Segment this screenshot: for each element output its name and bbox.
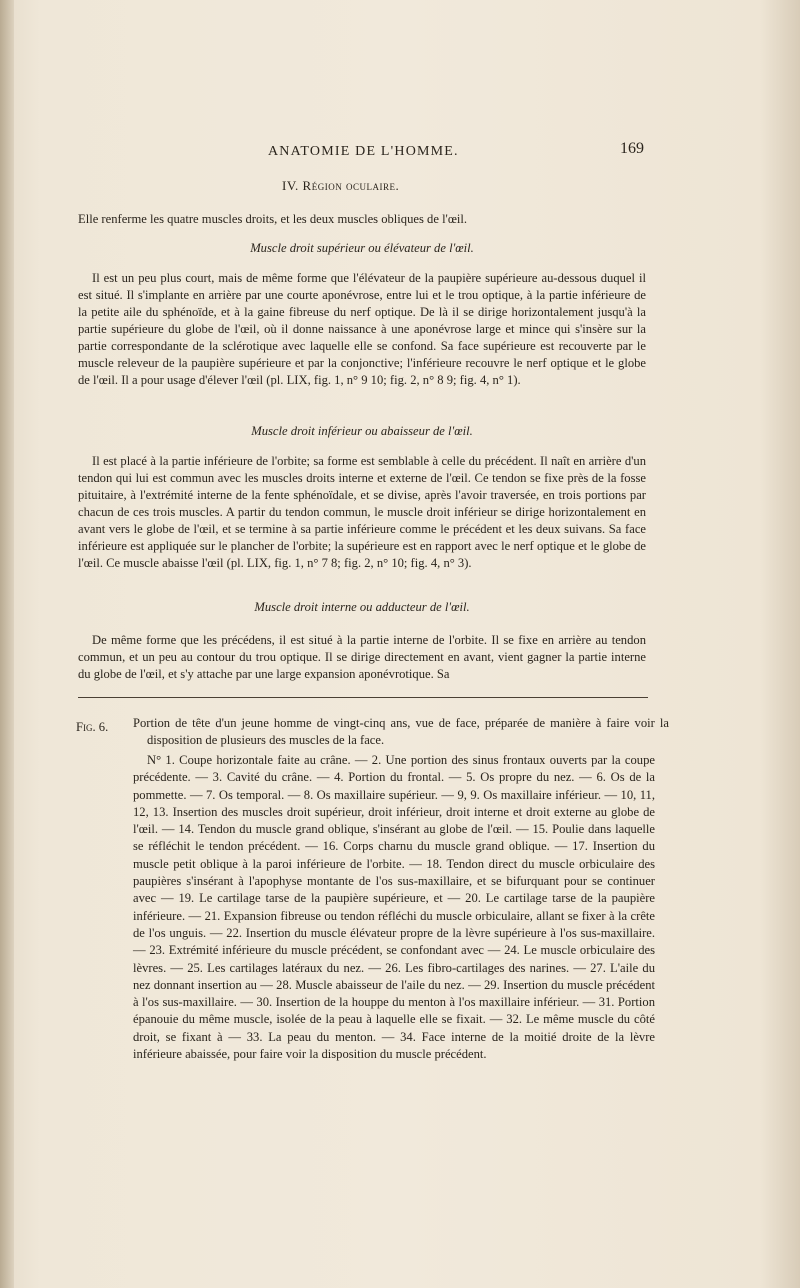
page-number: 169 [620, 140, 644, 157]
page-gutter [0, 0, 14, 1288]
section-name: Région oculaire. [302, 178, 400, 193]
figure-label: Fig. 6. [76, 720, 109, 734]
subsection-heading-droit-superieur: Muscle droit supérieur ou élévateur de l'œil. [250, 241, 474, 255]
intro-paragraph: Elle renferme les quatre muscles droits, et les deux muscles obliques de l'œil. [78, 212, 468, 226]
footnote-divider [78, 697, 648, 698]
subsection-heading-droit-inferieur: Muscle droit inférieur ou abaisseur de l'œil. [251, 424, 473, 438]
running-head: ANATOMIE DE L'HOMME. [268, 144, 459, 159]
paragraph-droit-superieur: Il est un peu plus court, mais de même forme que l'élévateur de la paupière supérieure au-dessous duquel il est situé. Il s'implante en arrière par une courte aponévrose, entre lui et le trou optique, à la partie inférieure de la petite aile du sphénoïde, et à la gaine fibreuse du nerf optique. De là il se dirige horizontalement jusqu'à la partie supérieure du globe de l'œil, où il donne naissance à une aponévrose large et mince qui s'insère sur la partie correspondante de la sclérotique avec laquelle elle se confond. Sa face supérieure est recouverte par le muscle releveur de la paupière supérieure et par la conjonctive; l'inférieure recouvre le nerf optique et le globe de l'œil. Il a pour usage d'élever l'œil (pl. LIX, fig. 1, n° 9 10; fig. 2, n° 8 9; fig. 4, n° 1). [78, 271, 646, 387]
subsection-heading-droit-interne: Muscle droit interne ou adducteur de l'œil. [254, 600, 470, 614]
page-header [0, 140, 800, 164]
paragraph-droit-inferieur: Il est placé à la partie inférieure de l'orbite; sa forme est semblable à celle du précédent. Il naît en arrière d'un tendon qui lui est commun avec les muscles droits interne et externe de l'œil. Ce tendon se fixe près de la fosse pituitaire, à l'extrémité interne de la fente sphénoïdale, et se divise, après l'avoir traversée, en trois portions par chacun de ces trois muscles. A partir du tendon commun, le muscle droit inférieur se dirige horizontalement en avant vers le globe de l'œil, et se termine à sa partie inférieure comme le précédent et les deux suivans. Sa face inférieure est appliquée sur le plancher de l'orbite; la supérieure est en rapport avec le nerf optique et le globe de l'œil. Ce muscle abaisse l'œil (pl. LIX, fig. 1, n° 7 8; fig. 2, n° 10; fig. 4, n° 3). [78, 454, 646, 570]
figure-legend: N° 1. Coupe horizontale faite au crâne. — 2. Une portion des sinus frontaux ouverts par la coupe précédente. — 3. Cavité du crâne. — 4. Portion du frontal. — 5. Os propre du nez. — 6. Os de la pommette. — 7. Os temporal. — 8. Os maxillaire supérieur. — 9, 9. Os maxillaire inférieur. — 10, 11, 12, 13. Insertion des muscles droit supérieur, droit inférieur, droit interne et droit externe au globe de l'œil. — 14. Tendon du muscle grand oblique, s'insérant au globe de l'œil. — 15. Poulie dans laquelle se réfléchit le tendon précédent. — 16. Corps charnu du muscle grand oblique. — 17. Insertion du muscle petit oblique à la paroi inférieure de l'orbite. — 18. Tendon direct du muscle orbiculaire des paupières s'insérant à l'apophyse montante de l'os sus-maxillaire, et se bifurquant pour se continuer avec — 19. Le cartilage tarse de la paupière supérieure, et — 20. Le cartilage tarse de la paupière inférieure. — 21. Expansion fibreuse ou tendon réfléchi du muscle orbiculaire, allant se fixer à la crête de l'os unguis. — 22. Insertion du muscle élévateur propre de la lèvre supérieure à l'os sus-maxillaire. — 23. Extrémité inférieure du muscle précédent, se confondant avec — 24. Le muscle orbiculaire des lèvres. — 25. Les cartilages latéraux du nez. — 26. Les fibro-cartilages des narines. — 27. L'aile du nez donnant insertion au — 28. Muscle abaisseur de l'aile du nez. — 29. Insertion du muscle précédent à l'os sus-maxillaire. — 30. Insertion de la houppe du menton à l'os maxillaire inférieur. — 31. Portion épanouie du même muscle, isolée de la peau à laquelle elle se fixait. — 32. Le même muscle du côté droit, se fixant à — 33. La peau du menton. — 34. Face interne de la moitié droite de la lèvre inférieure abaissée, pour faire voir la disposition du muscle précédent. [133, 753, 655, 1062]
section-number: IV. [282, 178, 299, 193]
figure-caption: Portion de tête d'un jeune homme de vingt-cinq ans, vue de face, préparée de manière à faire voir la disposition de plusieurs des muscles de la face. [133, 716, 669, 747]
section-title [282, 178, 399, 194]
paragraph-droit-interne: De même forme que les précédens, il est situé à la partie interne de l'orbite. Il se fixe en arrière au tendon commun, et un peu au contour du trou optique. Il se dirige directement en avant, vient gagner la partie interne du globe de l'œil, et s'y attache par une large expansion aponévrotique. Sa [78, 633, 646, 681]
